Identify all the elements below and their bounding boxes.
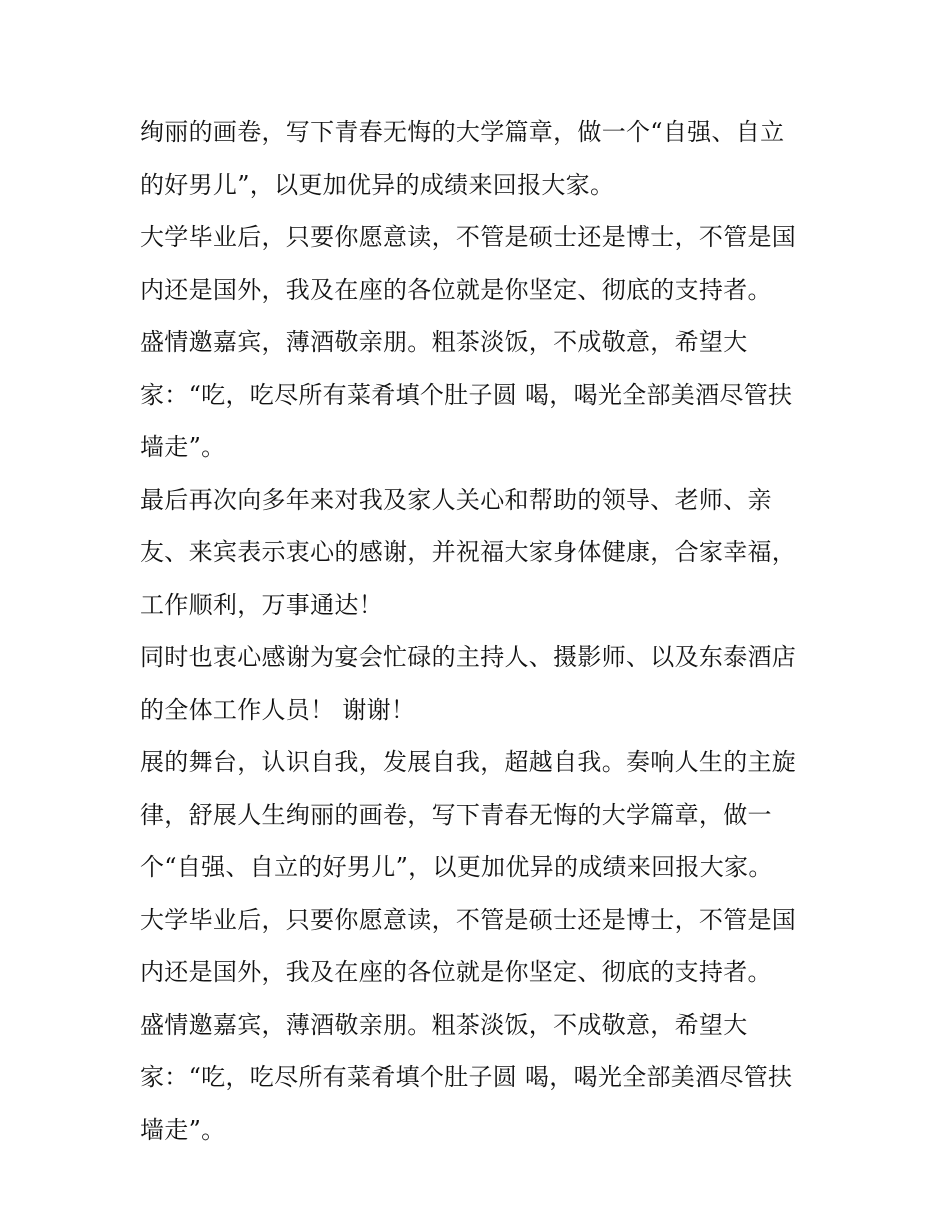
text-line: 友、来宾表示衷心的感谢，并祝福大家身体健康，合家幸福， — [140, 538, 797, 566]
text-line: 的全体工作人员！ 谢谢！ — [140, 695, 416, 724]
text-line: 工作顺利，万事通达！ — [140, 590, 383, 619]
text-line: 的好男儿”，以更加优异的成绩来回报大家。 — [140, 170, 615, 199]
text-line: 个“自强、自立的好男儿”，以更加优异的成绩来回报大家。 — [140, 853, 773, 881]
text-line: 绚丽的画卷，写下青春无悔的大学篇章，做一个“自强、自立 — [140, 118, 785, 146]
text-line: 墙走”。 — [140, 1115, 226, 1144]
text-line: 最后再次向多年来对我及家人关心和帮助的领导、老师、亲 — [140, 485, 772, 514]
text-line: 内还是国外，我及在座的各位就是你坚定、彻底的支持者。 — [140, 958, 772, 986]
text-line: 大学毕业后，只要你愿意读，不管是硕士还是博士，不管是国 — [140, 905, 797, 934]
text-line: 内还是国外，我及在座的各位就是你坚定、彻底的支持者。 — [140, 275, 772, 304]
text-line: 盛情邀嘉宾，薄酒敬亲朋。粗茶淡饭，不成敬意，希望大 — [140, 1010, 748, 1039]
text-line: 家：“吃，吃尽所有菜肴填个肚子圆 喝，喝光全部美酒尽管扶 — [140, 1063, 793, 1091]
text-line: 同时也衷心感谢为宴会忙碌的主持人、摄影师、以及东泰酒店 — [140, 643, 797, 671]
text-line: 展的舞台，认识自我，发展自我，超越自我。奏响人生的主旋 — [140, 748, 797, 776]
text-line: 墙走”。 — [140, 433, 226, 461]
text-line: 盛情邀嘉宾，薄酒敬亲朋。粗茶淡饭，不成敬意，希望大 — [140, 328, 748, 356]
text-line: 大学毕业后，只要你愿意读，不管是硕士还是博士，不管是国 — [140, 223, 797, 251]
text-line: 律，舒展人生绚丽的画卷，写下青春无悔的大学篇章，做一 — [140, 800, 772, 829]
document-body — [140, 106, 820, 1156]
text-line: 家：“吃，吃尽所有菜肴填个肚子圆 喝，喝光全部美酒尽管扶 — [140, 380, 793, 409]
